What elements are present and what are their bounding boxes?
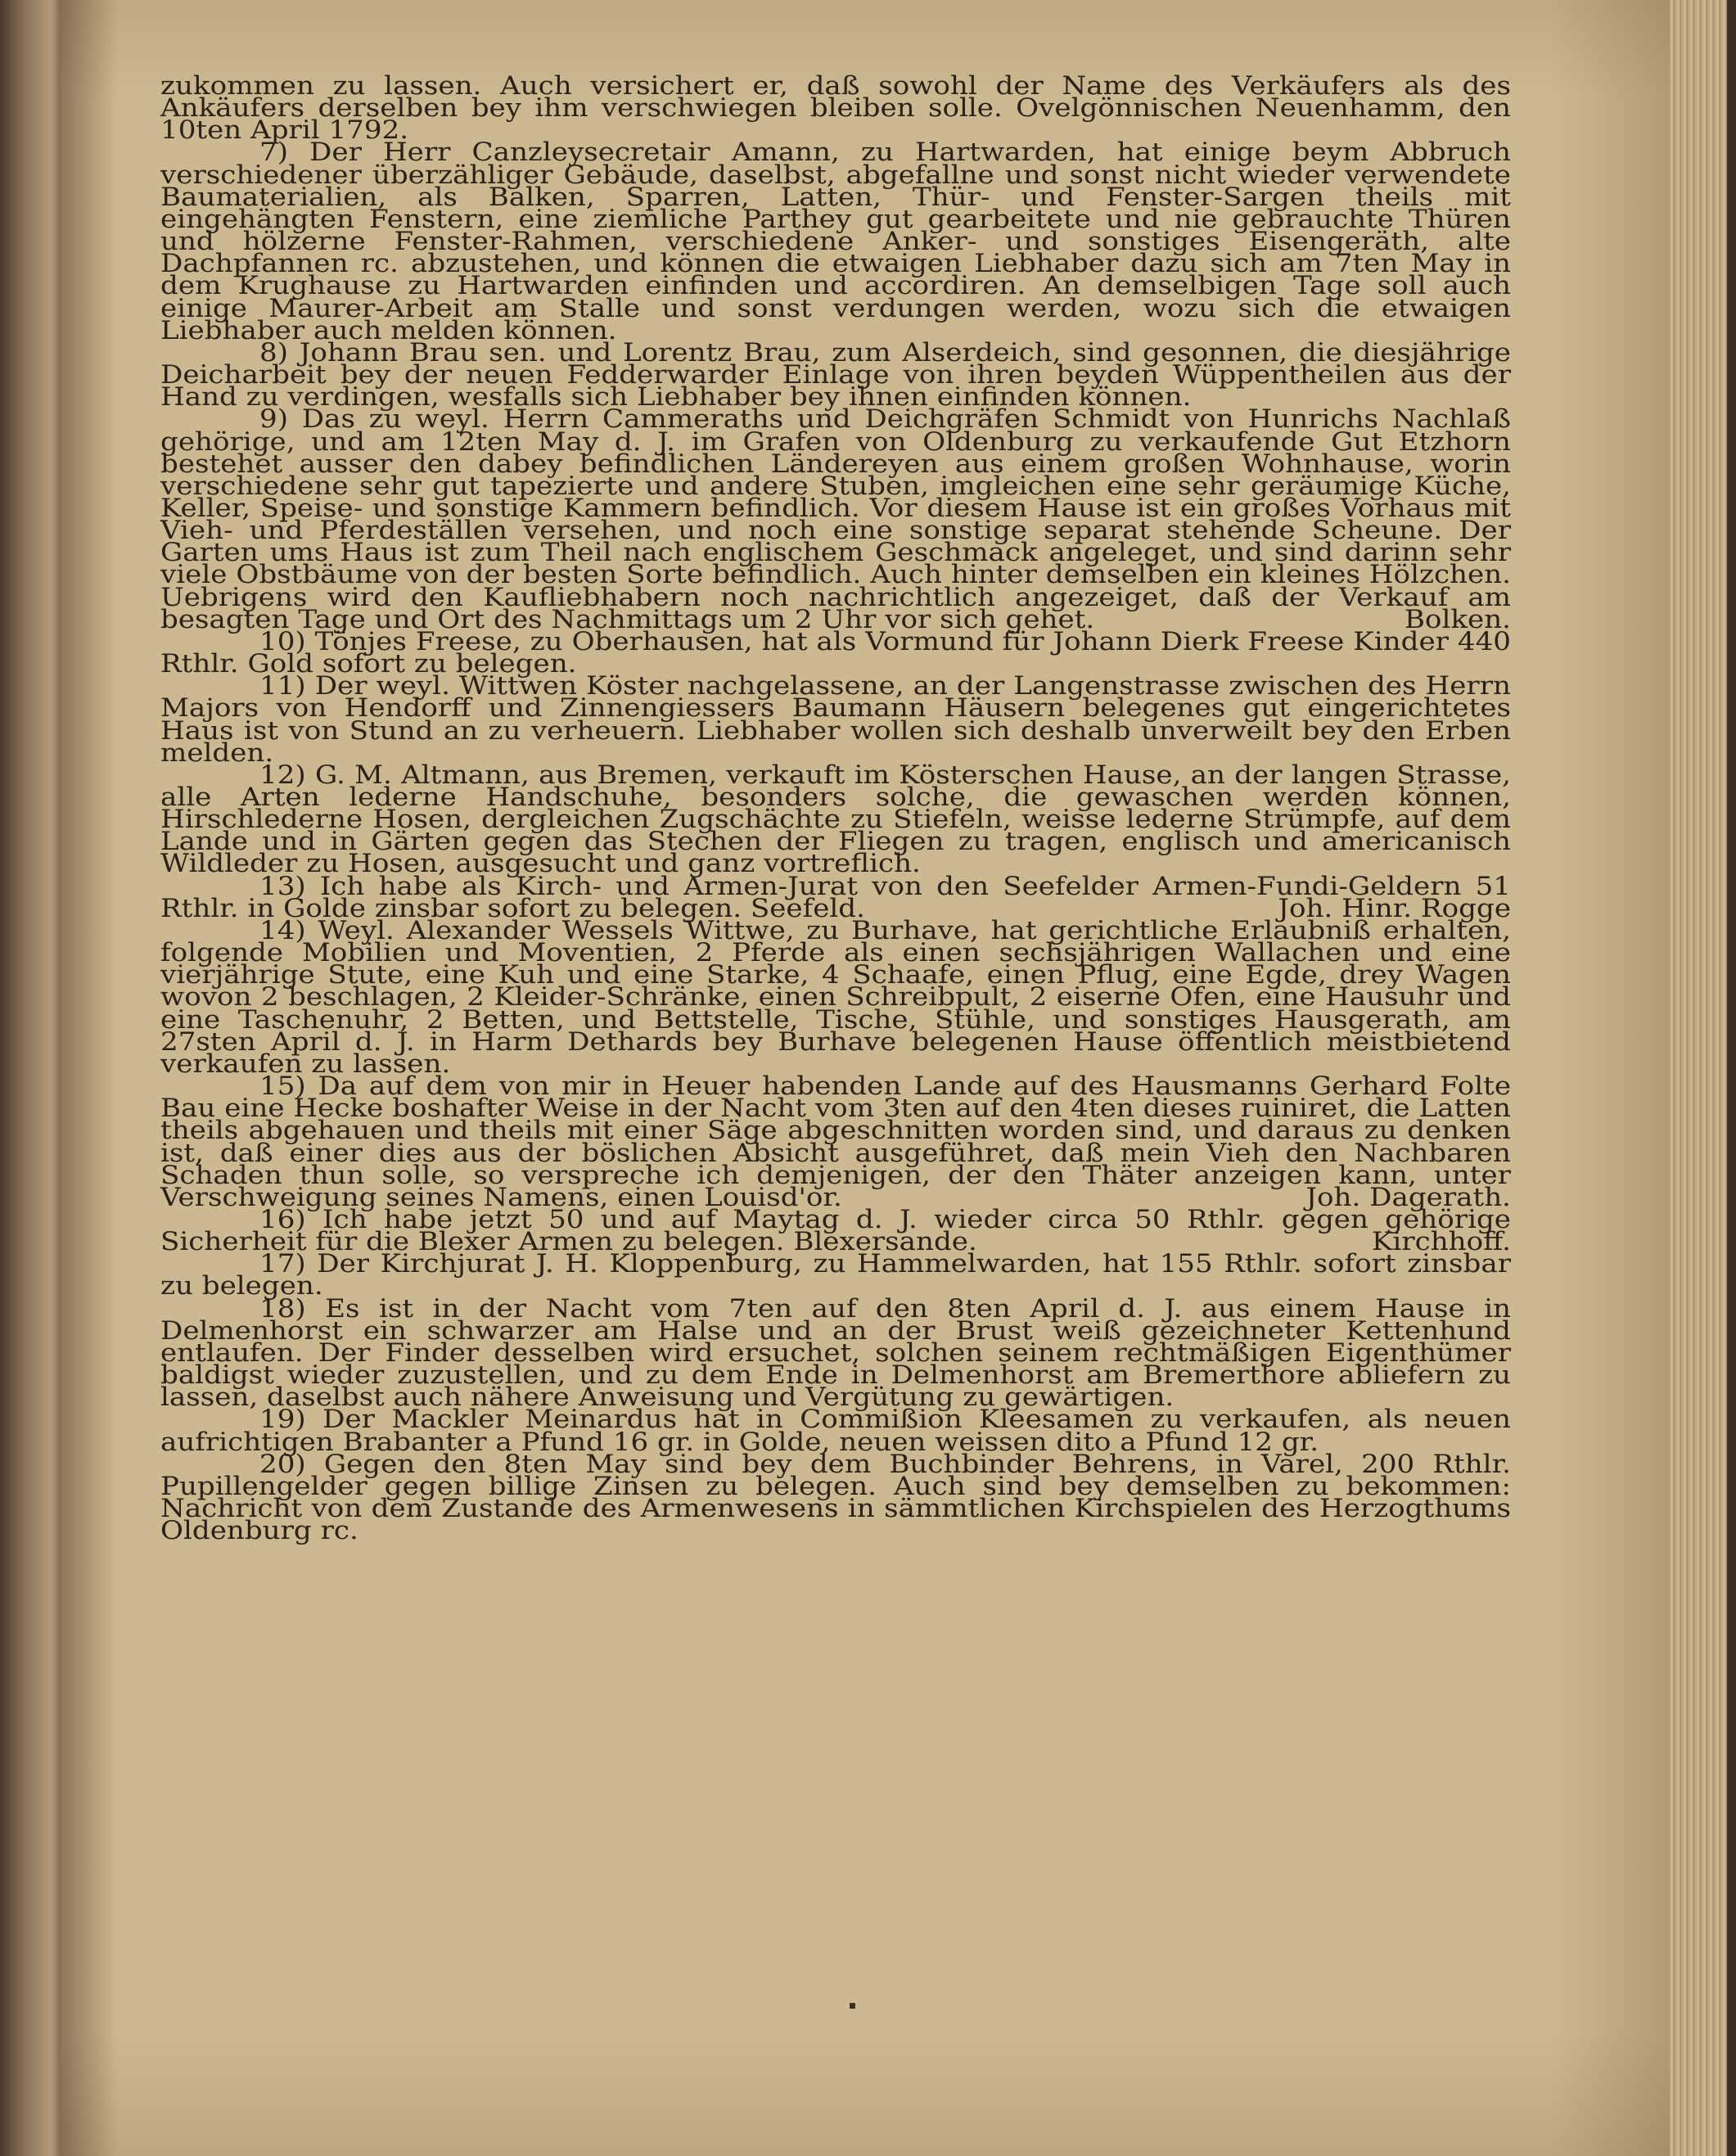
paragraph-text: zukommen zu lassen. Auch versichert er, daß sowohl der Name des Verkäufers als des Ankäufers derselben bey ihm verschwiegen bleiben solle. Ovelgönnischen Neuenhamm, den 10ten April 1792. (160, 71, 1511, 146)
notice-18 (160, 1293, 1511, 1413)
paragraph-text: 14) Weyl. Alexander Wessels Wittwe, zu Burhave, hat gerichtliche Erlaubniß erhalten, folgende Mobilien und Moventien, 2 Pferde als einen sechsjährigen Wallachen und eine vierjährige Stute, eine Kuh und eine Starke, 4 Schaafe, einen Pflug, eine Egde, drey Wagen wovon 2 beschlagen, 2 Kleider-Schränke, einen Schreibpult, 2 eiserne Ofen, eine Hausuhr und eine Taschenuhr, 2 Betten, und Bettstelle, Tische, Stühle, und sonstiges Hausgerath, am 27sten April d. J. in Harm Dethards bey Burhave belegenen Hause öffentlich meistbietend verkaufen zu lassen. (160, 915, 1511, 1079)
page-stack-edge (1670, 0, 1736, 2156)
paragraph-text: 9) Das zu weyl. Herrn Cammeraths und Deichgräfen Schmidt von Hunrichs Nachlaß gehörige, und am 12ten May d. J. im Grafen von Oldenburg zu verkaufende Gut Etzhorn bestehet ausser den dabey befindlichen Ländereyen aus einem großen Wohnhause, worin verschiedene sehr gut tapezierte und andere Stuben, imgleichen eine sehr geräumige Küche, Keller, Speise- und sonstige Kammern befindlich. Vor diesem Hause ist ein großes Vorhaus mit Vieh- und Pferdeställen versehen, und noch eine sonstige separat stehende Scheune. Der Garten ums Haus ist zum Theil nach englischem Geschmack angeleget, und sind darinn sehr viele Obstbäume von der besten Sorte befindlich. Auch hinter demselben ein kleines Hölzchen. Uebrigens wird den Kaufliebhabern noch nachrichtlich angezeiget, daß der Verkauf am besagten Tage und Ort des Nachmittags um 2 Uhr vor sich gehet. (160, 404, 1511, 634)
notice-20 (160, 1449, 1511, 1546)
signature: Joh. Dagerath. (1305, 1182, 1511, 1212)
paragraph-text: 20) Gegen den 8ten May sind bey dem Buchbinder Behrens, in Varel, 200 Rthlr. Pupillengelder gegen billige Zinsen zu belegen. Auch sind bey demselben zu bekommen: Nachricht von dem Zustande des Armenwesens in sämmtlichen Kirchspielen des Herzogthums Oldenburg rc. (160, 1449, 1511, 1546)
paragraph-continuation (160, 71, 1511, 146)
notice-7 (160, 138, 1511, 345)
paragraph-text: 12) G. M. Altmann, aus Bremen, verkauft im Kösterschen Hause, an der langen Strasse, alle Arten lederne Handschuhe, besonders solche, die gewaschen werden können, Hirschlederne Hosen, dergleichen Zugschächte zu Stiefeln, weisse lederne Strümpfe, auf dem Lande und in Gärten gegen das Stechen der Fliegen zu tragen, englisch und americanisch Wildleder zu Hosen, ausgesucht und ganz vortreflich. (160, 760, 1511, 879)
notice-10 (160, 626, 1511, 679)
notice-14 (160, 915, 1511, 1079)
notice-16 (160, 1204, 1511, 1257)
notice-19 (160, 1405, 1511, 1457)
paragraph-text: 17) Der Kirchjurat J. H. Kloppenburg, zu Hammelwarden, hat 155 Rthlr. sofort zinsbar zu belegen. (160, 1249, 1511, 1301)
ink-dot (850, 2003, 855, 2009)
notice-17 (160, 1249, 1511, 1301)
notice-15 (160, 1071, 1511, 1212)
paragraph-text: 16) Ich habe jetzt 50 und auf Maytag d. J. wieder circa 50 Rthlr. gegen gehörige Sicherheit für die Blexer Armen zu belegen. Blexersande. (160, 1204, 1511, 1257)
notice-11 (160, 671, 1511, 768)
paragraph-text: 7) Der Herr Canzleysecretair Amann, zu Hartwarden, hat einige beym Abbruch verschiedener überzähliger Gebäude, daselbst, abgefallne und sonst nicht wieder verwendete Baumaterialien, als Balken, Sparren, Latten, Thür- und Fenster-Sargen theils mit eingehängten Fenstern, eine ziemliche Parthey gut gearbeitete und nie gebrauchte Thüren und hölzerne Fenster-Rahmen, verschiedene Anker- und sonstiges Eisengeräth, alte Dachpfannen rc. abzustehen, und können die etwaigen Liebhaber dazu sich am 7ten May in dem Krughause zu Hartwarden einfinden und accordiren. An demselbigen Tage soll auch einige Maurer-Arbeit am Stalle und sonst verdungen werden, wozu sich die etwaigen Liebhaber auch melden können. (160, 138, 1511, 345)
paragraph-text: 10) Tönjes Freese, zu Oberhausen, hat als Vormund für Johann Dierk Freese Kinder 440 Rthlr. Gold sofort zu belegen. (160, 626, 1511, 679)
notice-12 (160, 760, 1511, 879)
paragraph-text: 15) Da auf dem von mir in Heuer habenden Lande auf des Hausmanns Gerhard Folte Bau eine Hecke boshafter Weise in der Nacht vom 3ten auf den 4ten dieses ruiniret, die Latten theils abgehauen und theils mit einer Säge abgeschnitten worden sind, und daraus zu denken ist, daß einer dies aus der böslichen Absicht ausgeführet, daß mein Vieh den Nachbaren Schaden thun solle, so verspreche ich demjenigen, der den Thäter anzeigen kann, unter Verschweigung seines Namens, einen Louisd'or. (160, 1071, 1511, 1212)
notice-13 (160, 871, 1511, 923)
notice-8 (160, 337, 1511, 413)
paragraph-text: 19) Der Mackler Meinardus hat in Commißion Kleesamen zu verkaufen, als neuen aufrichtigen Brabanter a Pfund 16 gr. in Golde, neuen weissen dito a Pfund 12 gr. (160, 1405, 1511, 1457)
paragraph-text: 18) Es ist in der Nacht vom 7ten auf den 8ten April d. J. aus einem Hause in Delmenhorst ein schwarzer am Halse und an der Brust weiß gezeichneter Kettenhund entlaufen. Der Finder desselben wird ersuchet, solchen seinem rechtmäßigen Eigenthümer baldigst wieder zuzustellen, und zu dem Ende in Delmenhorst am Bremerthore abliefern zu lassen, daselbst auch nähere Anweisung und Vergütung zu gewärtigen. (160, 1293, 1511, 1413)
signature: Joh. Hinr. Rogge (1278, 893, 1511, 923)
paragraph-text: 11) Der weyl. Wittwen Köster nachgelassene, an der Langenstrasse zwischen des Herrn Majors von Hendorff und Zinnengiessers Baumann Häusern belegenes gut eingerichtetes Haus ist von Stund an zu verheuern. Liebhaber wollen sich deshalb unverweilt bey den Erben melden. (160, 671, 1511, 768)
edge-shadow (1727, 0, 1736, 2156)
signature: Kirchhoff. (1371, 1227, 1511, 1257)
paragraph-text: 8) Johann Brau sen. und Lorentz Brau, zum Alserdeich, sind gesonnen, die diesjährige Deicharbeit bey der neuen Fedderwarder Einlage von ihren beyden Wüppentheilen aus der Hand zu verdingen, wesfalls sich Liebhaber bey ihnen einfinden können. (160, 337, 1511, 413)
signature: Bolken. (1404, 604, 1511, 634)
previous-page-edge (0, 0, 64, 2156)
notice-9 (160, 404, 1511, 634)
paragraph-text: 13) Ich habe als Kirch- und Armen-Jurat von den Seefelder Armen-Fundi-Geldern 51 Rthlr. in Golde zinsbar sofort zu belegen. Seefeld. (160, 871, 1511, 923)
page-text (160, 71, 1511, 1546)
